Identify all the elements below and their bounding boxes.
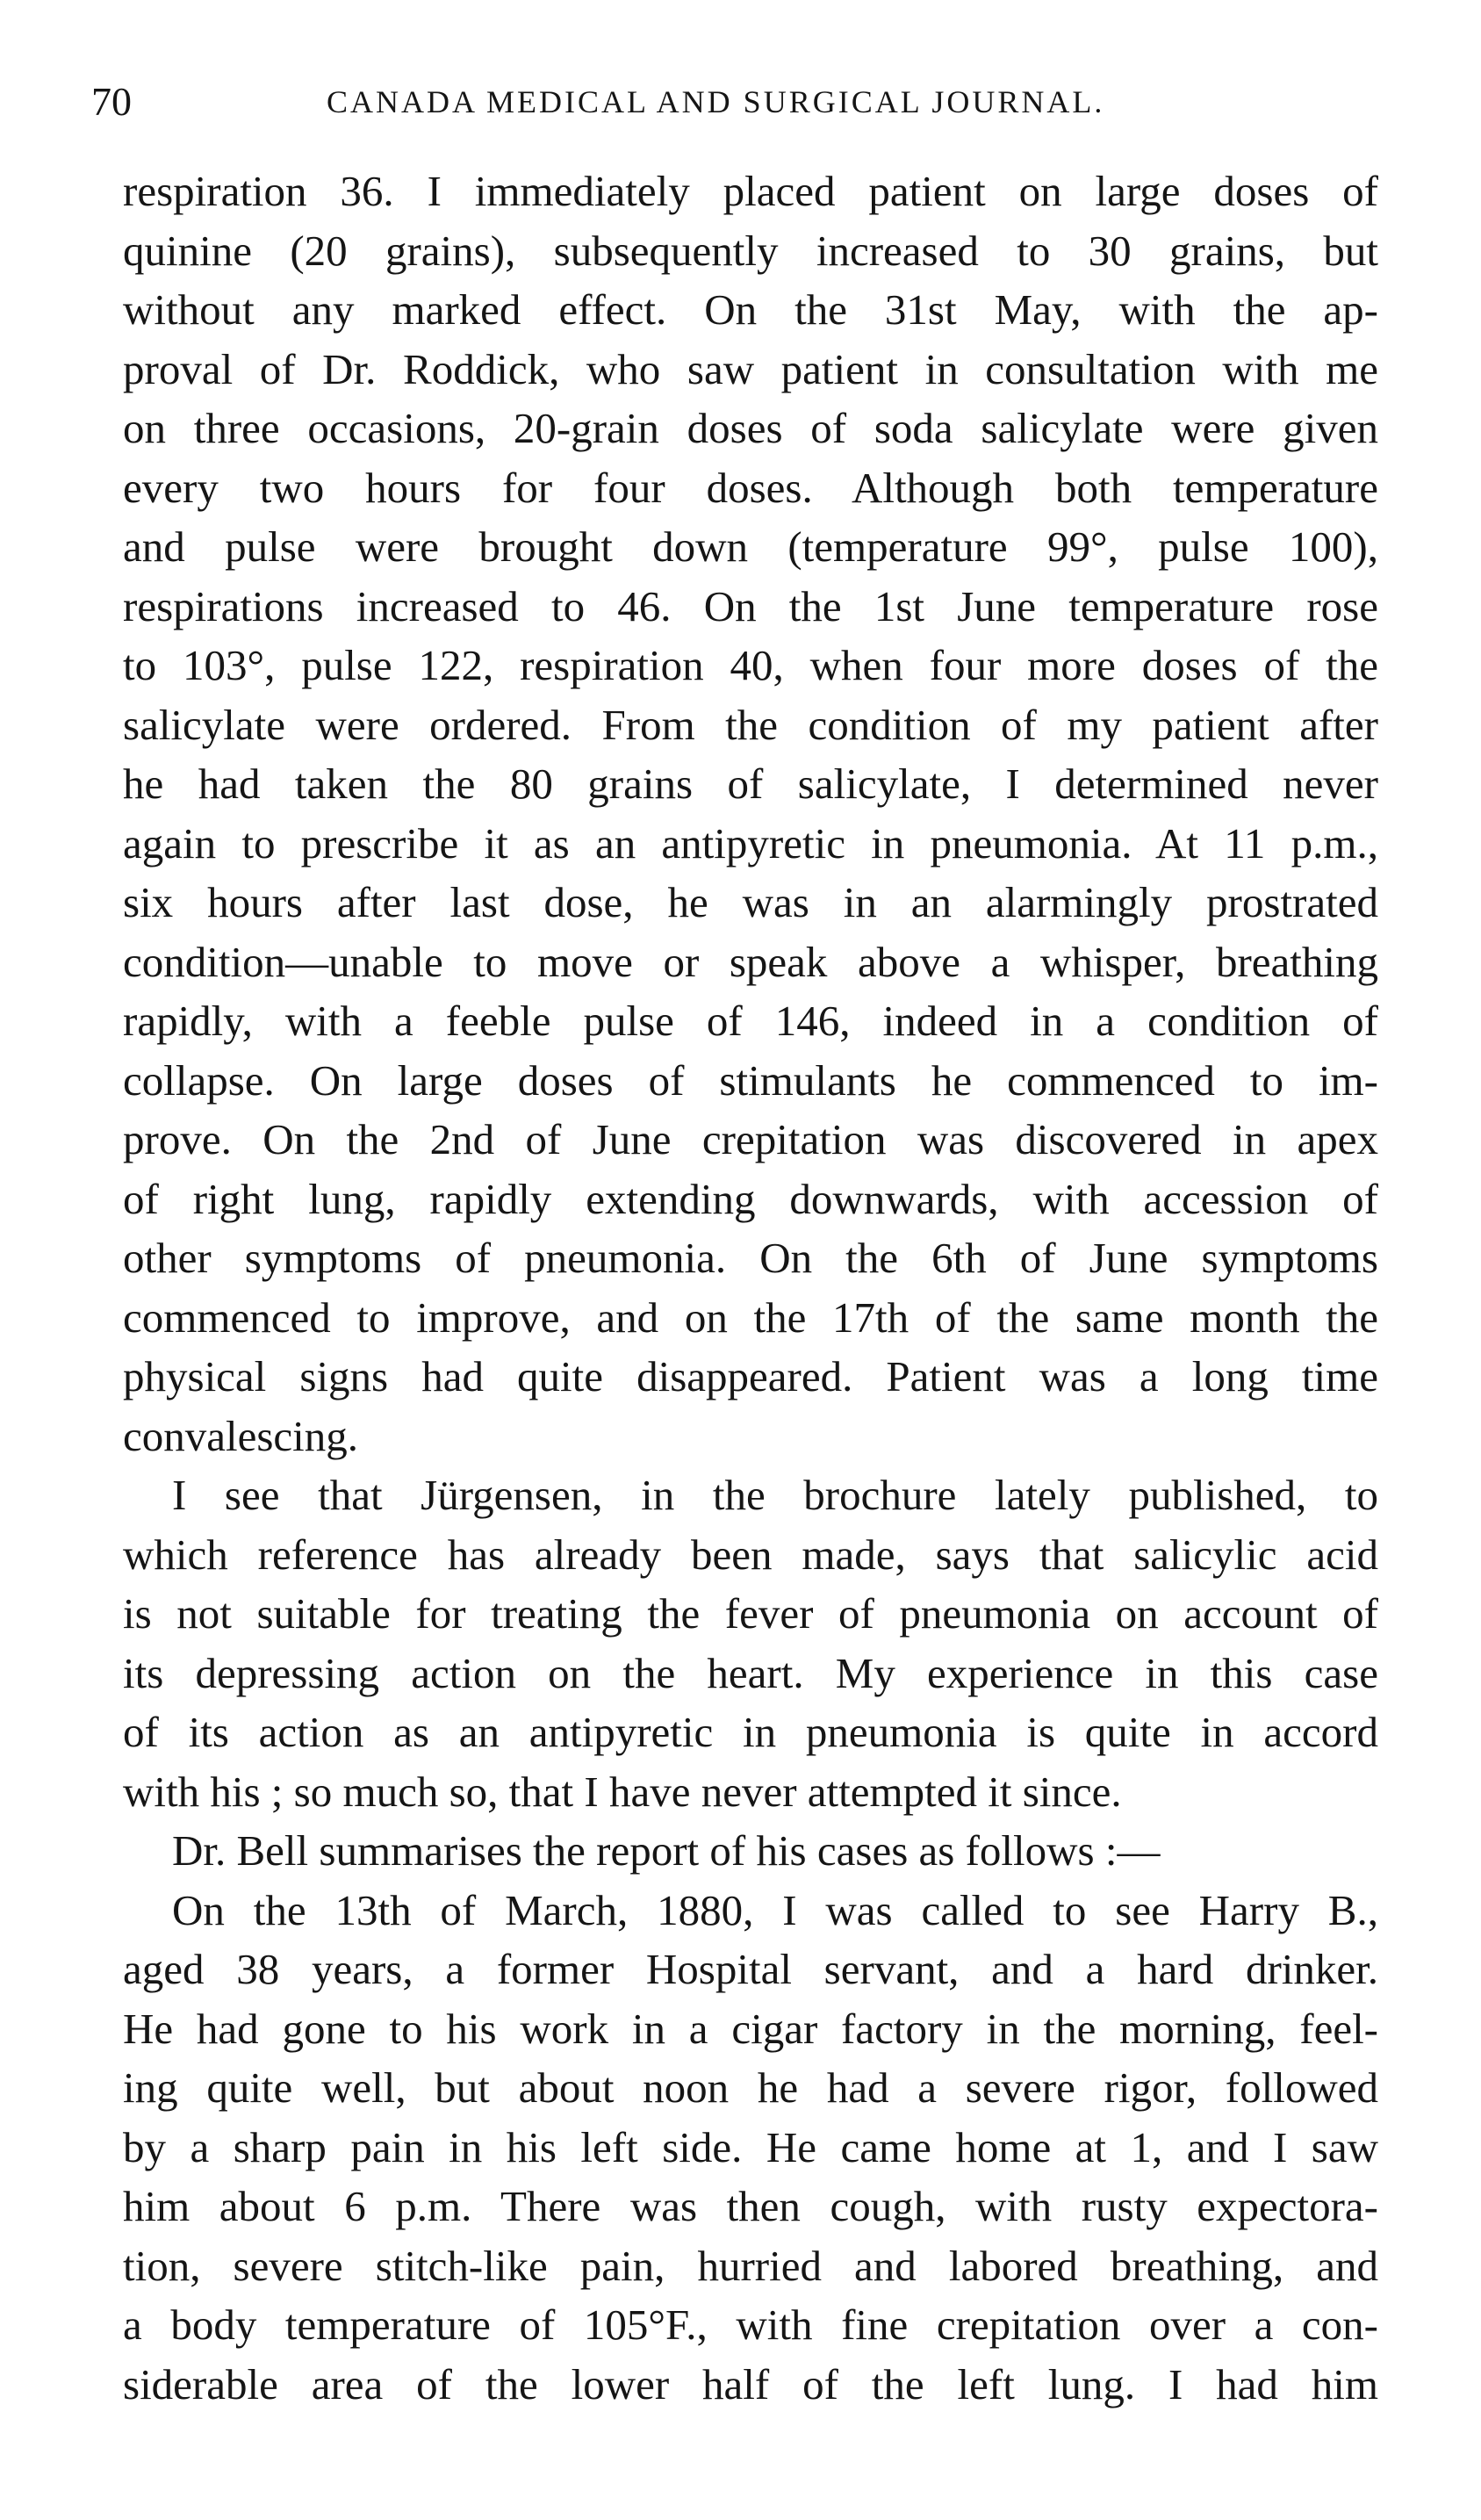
text-line: a body temperature of 105°F., with fine crepitation over a con- <box>123 2300 1378 2349</box>
text-line: by a sharp pain in his left side. He came home at 1, and I saw <box>123 2122 1378 2171</box>
text-line: of right lung, rapidly extending downwards, with accession of <box>123 1174 1378 1223</box>
text-line: is not suitable for treating the fever of pneumonia on account of <box>123 1589 1378 1638</box>
text-line: On the 13th of March, 1880, I was called to see Harry B., <box>172 1885 1378 1934</box>
text-line: of its action as an antipyretic in pneumonia is quite in accord <box>123 1708 1378 1756</box>
text-line: which reference has already been made, says that salicylic acid <box>123 1530 1378 1579</box>
text-line: and pulse were brought down (temperature 99°, pulse 100), <box>123 522 1378 571</box>
text-line: convalescing. <box>123 1411 359 1460</box>
text-line: to 103°, pulse 122, respiration 40, when four more doses of the <box>123 641 1378 689</box>
text-line: prove. On the 2nd of June crepitation was discovered in apex <box>123 1115 1378 1163</box>
text-line: with his ; so much so, that I have never attempted it since. <box>123 1767 1122 1816</box>
body-text <box>123 162 1378 2414</box>
text-line: I see that Jürgensen, in the brochure lately published, to <box>172 1471 1378 1519</box>
text-line: salicylate were ordered. From the condition of my patient after <box>123 700 1378 749</box>
text-line: commenced to improve, and on the 17th of the same month the <box>123 1292 1378 1342</box>
text-line: siderable area of the lower half of the left lung. I had him <box>123 2359 1378 2408</box>
text-line: physical signs had quite disappeared. Patient was a long time <box>123 1352 1378 1400</box>
text-line: proval of Dr. Roddick, who saw patient in consultation with me <box>123 344 1378 393</box>
text-line: respiration 36. I immediately placed patient on large doses of <box>123 167 1378 215</box>
text-line: quinine (20 grains), subsequently increased to 30 grains, but <box>123 226 1378 275</box>
text-line: ing quite well, but about noon he had a severe rigor, followed <box>123 2063 1378 2112</box>
text-line: condition—unable to move or speak above a whisper, breathing <box>123 937 1378 986</box>
text-line: its depressing action on the heart. My experience in this case <box>123 1648 1378 1697</box>
text-line: rapidly, with a feeble pulse of 146, indeed in a condition of <box>123 997 1378 1045</box>
text-line: respirations increased to 46. On the 1st June temperature rose <box>123 581 1378 630</box>
text-line: again to prescribe it as an antipyretic in pneumonia. At 11 p.m., <box>123 818 1378 868</box>
text-line: aged 38 years, a former Hospital servant, and a hard drinker. <box>123 1945 1378 1993</box>
text-line: He had gone to his work in a cigar factory in the morning, feel- <box>123 2004 1378 2053</box>
text-line: on three occasions, 20-grain doses of soda salicylate were given <box>123 404 1378 452</box>
text-line: tion, severe stitch-like pain, hurried and labored breathing, and <box>123 2241 1378 2290</box>
text-line: Dr. Bell summarises the report of his cases as follows :— <box>172 1826 1161 1875</box>
page-number: 70 <box>91 79 132 124</box>
text-line: six hours after last dose, he was in an alarmingly prostrated <box>123 878 1378 926</box>
text-line: without any marked effect. On the 31st May, with the ap- <box>123 285 1378 334</box>
running-head <box>91 76 1391 128</box>
text-line: he had taken the 80 grains of salicylate, I determined never <box>123 760 1378 808</box>
text-line: him about 6 p.m. There was then cough, with rusty expectora- <box>123 2182 1378 2230</box>
text-line: other symptoms of pneumonia. On the 6th of June symptoms <box>123 1234 1378 1282</box>
text-line: every two hours for four doses. Although both temperature <box>123 463 1378 512</box>
text-line: collapse. On large doses of stimulants he commenced to im- <box>123 1055 1378 1105</box>
journal-title: CANADA MEDICAL AND SURGICAL JOURNAL. <box>327 84 1105 119</box>
